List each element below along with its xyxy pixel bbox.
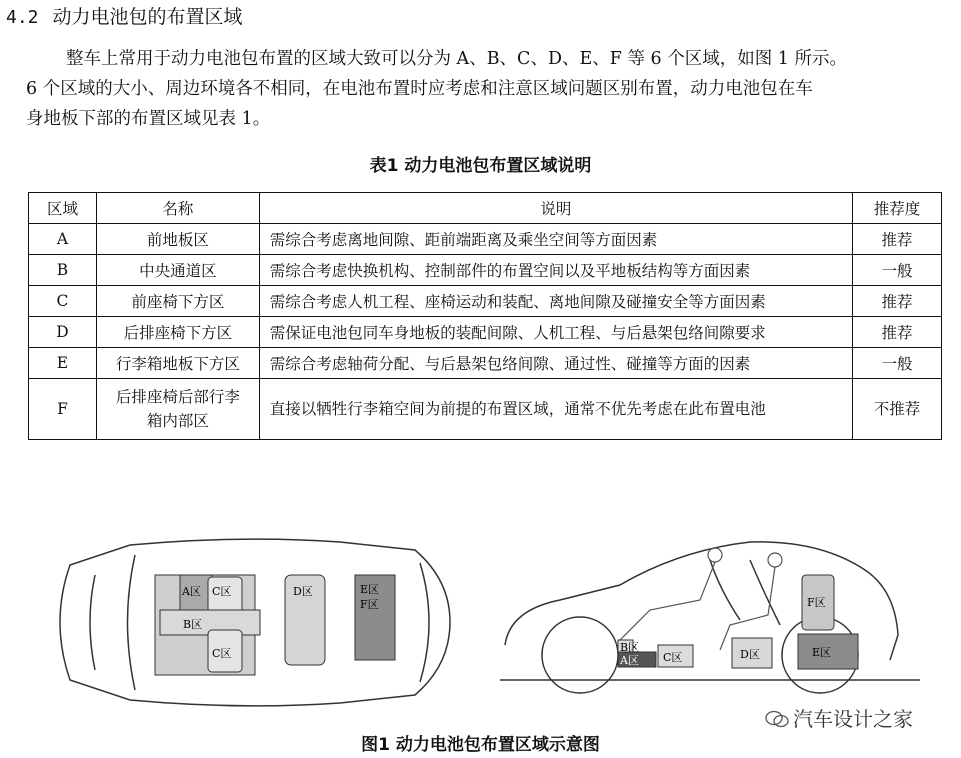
cell-name: 行李箱地板下方区 — [96, 348, 259, 379]
figure-caption: 图1 动力电池包布置区域示意图 — [361, 735, 600, 755]
cell-rec: 推荐 — [853, 286, 942, 317]
watermark — [765, 703, 913, 732]
cell-name: 前地板区 — [96, 224, 259, 255]
table-row — [29, 379, 942, 440]
cell-desc: 需保证电池包同车身地板的装配间隙、人机工程、与后悬架包络间隙要求 — [259, 317, 852, 348]
header-rec: 推荐度 — [853, 193, 942, 224]
section-title: 动力电池包的布置区域 — [52, 6, 243, 28]
cell-zone: C — [29, 286, 97, 317]
cell-rec: 推荐 — [853, 317, 942, 348]
top-label-f: F区 — [360, 598, 379, 611]
cell-name: 前座椅下方区 — [96, 286, 259, 317]
car-side-view — [500, 530, 920, 700]
zone-table — [28, 192, 942, 440]
cell-desc: 需综合考虑轴荷分配、与后悬架包络间隙、通过性、碰撞等方面的因素 — [259, 348, 852, 379]
table-row — [29, 317, 942, 348]
paragraph-line-3: 身地板下部的布置区域见表 1。 — [26, 109, 271, 129]
table-row — [29, 286, 942, 317]
cell-desc: 需综合考虑快换机构、控制部件的布置空间以及平地板结构等方面因素 — [259, 255, 852, 286]
cell-desc: 需综合考虑离地间隙、距前端距离及乘坐空间等方面因素 — [259, 224, 852, 255]
intro-paragraph — [26, 44, 946, 134]
cell-zone: D — [29, 317, 97, 348]
figure-area — [0, 530, 961, 720]
cell-name: 中央通道区 — [96, 255, 259, 286]
cell-name: 后排座椅下方区 — [96, 317, 259, 348]
side-label-c: C区 — [663, 651, 683, 664]
side-label-e: E区 — [812, 646, 832, 659]
header-name: 名称 — [96, 193, 259, 224]
cell-zone: E — [29, 348, 97, 379]
top-label-b: B区 — [183, 618, 203, 631]
cell-rec: 推荐 — [853, 224, 942, 255]
cell-rec: 不推荐 — [853, 379, 942, 440]
header-zone: 区域 — [29, 193, 97, 224]
cell-zone: F — [29, 379, 97, 440]
table-row — [29, 224, 942, 255]
wechat-icon — [765, 710, 789, 728]
cell-desc: 直接以牺牲行李箱空间为前提的布置区域，通常不优先考虑在此布置电池 — [259, 379, 852, 440]
section-number: 4.2 — [6, 7, 39, 28]
cell-desc: 需综合考虑人机工程、座椅运动和装配、离地间隙及碰撞安全等方面因素 — [259, 286, 852, 317]
section-heading — [6, 2, 243, 29]
top-label-c2: C区 — [212, 647, 232, 660]
top-label-a: A区 — [182, 585, 201, 598]
header-desc: 说明 — [259, 193, 852, 224]
top-label-e: E区 — [360, 583, 380, 596]
table-row — [29, 348, 942, 379]
top-label-c1: C区 — [212, 585, 232, 598]
table-caption: 表1 动力电池包布置区域说明 — [369, 156, 592, 176]
paragraph-line-2: 6 个区域的大小、周边环境各不相同，在电池布置时应考虑和注意区域问题区别布置，动力电池包在车 — [26, 79, 813, 99]
cell-name-line-2: 箱内部区 — [146, 412, 209, 430]
cell-name-line-1: 后排座椅后部行李 — [115, 388, 240, 406]
paragraph-line-1: 整车上常用于动力电池包布置的区域大致可以分为 A、B、C、D、E、F 等 6 个区域，如图 1 所示。 — [66, 49, 847, 69]
table-row — [29, 255, 942, 286]
side-label-f: F区 — [807, 596, 826, 609]
cell-zone: A — [29, 224, 97, 255]
cell-rec: 一般 — [853, 255, 942, 286]
table-header-row — [29, 193, 942, 224]
side-label-a: A区 — [620, 654, 639, 667]
side-label-d: D区 — [740, 648, 760, 661]
car-top-view — [40, 535, 460, 710]
side-label-b: B区 — [620, 641, 640, 654]
cell-name — [96, 379, 259, 440]
cell-zone: B — [29, 255, 97, 286]
cell-rec: 一般 — [853, 348, 942, 379]
watermark-text: 汽车设计之家 — [793, 707, 913, 731]
top-label-d: D区 — [293, 585, 313, 598]
